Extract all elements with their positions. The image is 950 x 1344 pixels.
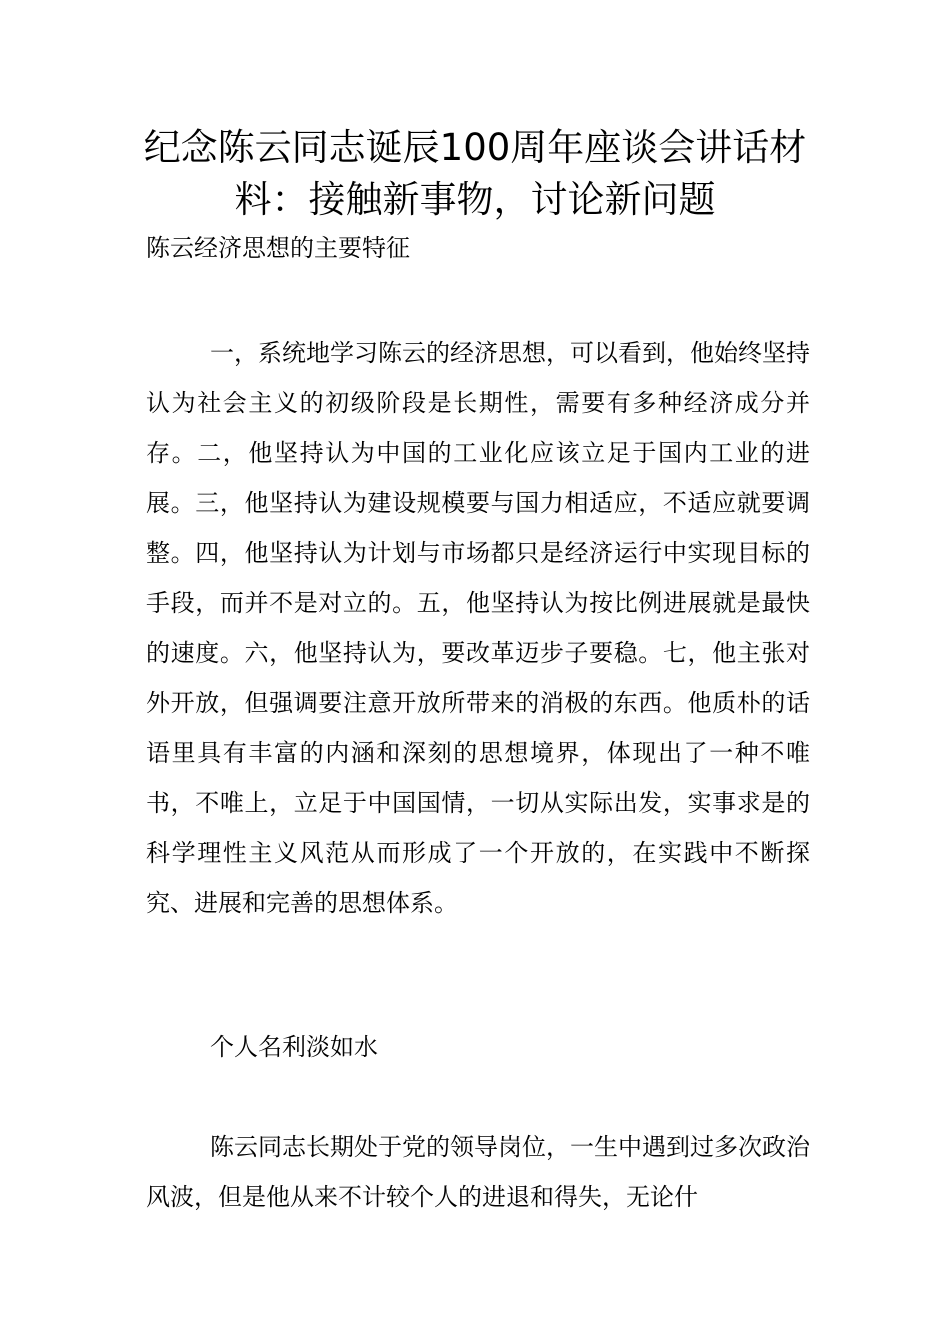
document-title: 纪念陈云同志诞辰100周年座谈会讲话材料：接触新事物，讨论新问题 (143, 126, 807, 221)
body-paragraph-1: 一，系统地学习陈云的经济思想，可以看到，他始终坚持认为社会主义的初级阶段是长期性，需要有多种经济成分并存。二，他坚持认为中国的工业化应该立足于国内工业的进展。三，他坚持认为建设规模要与国力相适应，不适应就要调整。四，他坚持认为计划与市场都只是经济运行中实现目标的手段，而并不是对立的。五，他坚持认为按比例进展就是最快的速度。六，他坚持认为，要改革迈步子要稳。七，他主张对外开放，但强调要注意开放所带来的消极的东西。他质朴的话语里具有丰富的内涵和深刻的思想境界，体现出了一种不唯书，不唯上，立足于中国国情，一切从实际出发，实事求是的科学理性主义风范从而形成了一个开放的，在实践中不断探究、进展和完善的思想体系。 (146, 339, 810, 917)
section-heading: 个人名利淡如水 (210, 1033, 378, 1061)
body-paragraph-2: 陈云同志长期处于党的领导岗位，一生中遇到过多次政治风波，但是他从来不计较个人的进退和得失，无论什 (146, 1133, 810, 1211)
document-subtitle: 陈云经济思想的主要特征 (146, 234, 410, 262)
